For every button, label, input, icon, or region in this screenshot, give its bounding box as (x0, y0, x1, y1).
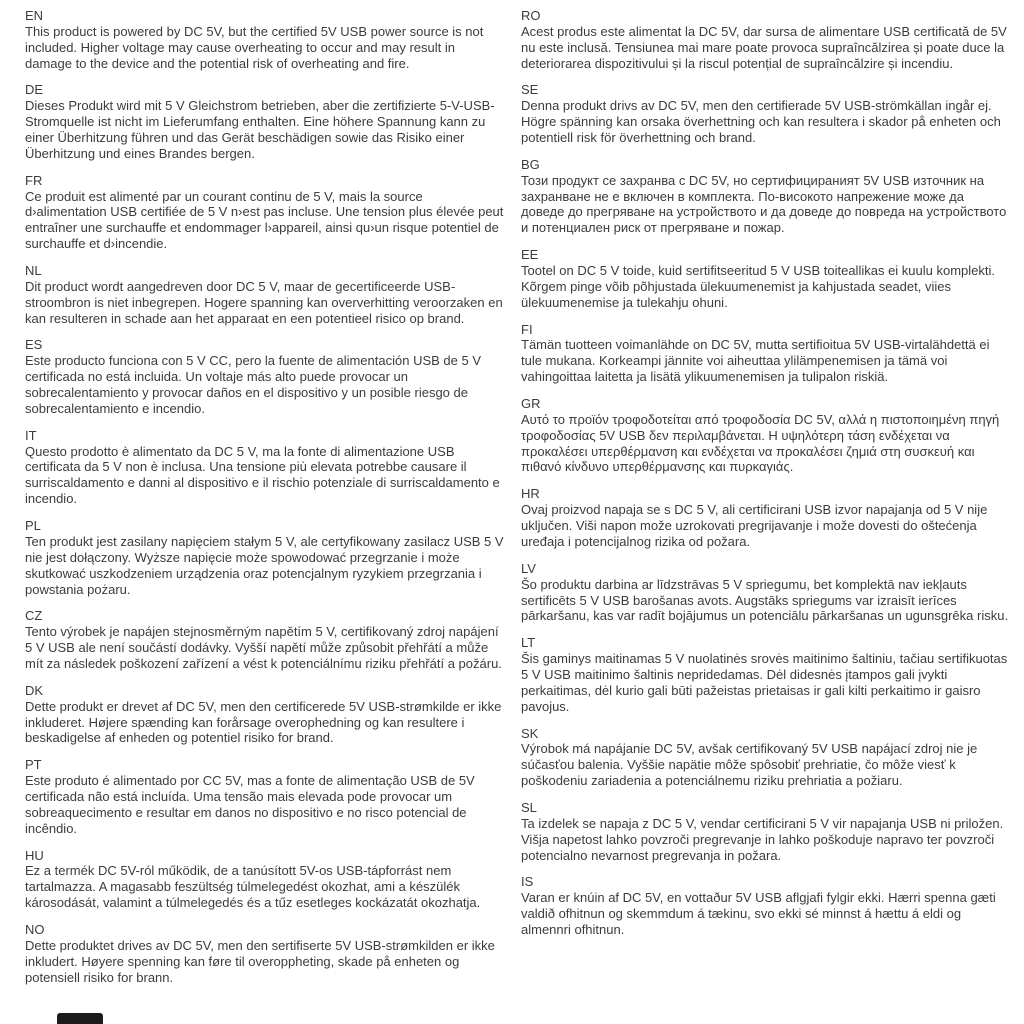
language-entry (521, 157, 1010, 236)
warning-text: Tämän tuotteen voimanlähde on DC 5V, mutta sertifioitua 5V USB-virtalähdettä ei tule mukana. Korkeampi jännite voi aiheuttaa ylilämpenemisen ja tämä voi vahingoittaa laitetta ja lisätä ylikuumenemisen ja tulipalon riskiä. (521, 337, 990, 385)
language-code: DK (25, 682, 44, 698)
column-left (25, 8, 505, 1024)
language-code: IS (521, 874, 534, 890)
language-code: LV (521, 560, 536, 576)
language-entry (521, 247, 1010, 310)
warning-text: Výrobok má napájanie DC 5V, avšak certifikovaný 5V USB napájací zdroj nie je súčasťou balenia. Vyššie napätie môže spôsobiť prehriatie, čo môže viesť k poškodeniu zariadenia a potenciálnemu riziku prehriatia a požiaru. (521, 741, 978, 789)
warning-text: Denna produkt drivs av DC 5V, men den certifierade 5V USB-strömkällan ingår ej. Högre spänning kan orsaka överhettning och kan resultera i skador på enheten och potentiell risk för överhettning och brand. (521, 98, 1001, 146)
language-entry (521, 8, 1010, 71)
language-code: HR (521, 486, 540, 502)
language-entry (25, 848, 505, 911)
language-code: FI (521, 321, 533, 337)
warning-text: Este produto é alimentado por CC 5V, mas a fonte de alimentação USB de 5V certificada não está incluída. Uma tensão mais elevada pode provocar um sobreaquecimento e resultar em danos no dispositivo e no risco potencial de incêndio. (25, 773, 475, 836)
language-entry (521, 726, 1010, 789)
language-code: IT (25, 427, 37, 443)
warning-text: Dieses Produkt wird mit 5 V Gleichstrom betrieben, aber die zertifizierte 5-V-USB-Stromquelle ist nicht im Lieferumfang enthalten. Eine höhere Spannung kann zu einer Überhitzung führen und das Gerät beschädigen sowie das Risiko einer Überhitzung und eines Brandes bergen. (25, 98, 495, 161)
language-entry (25, 337, 505, 416)
language-code: CZ (25, 608, 43, 624)
language-code: RO (521, 8, 541, 23)
language-code: FR (25, 172, 43, 188)
language-entry (25, 518, 505, 597)
language-entry (521, 322, 1010, 385)
warning-text: Ce produit est alimenté par un courant continu de 5 V, mais la source d›alimentation USB certifiée de 5 V n›est pas incluse. Une tension plus élevée peut entraîner une surchauffe et endommager l›appareil, ainsi qu›un risque potentiel de surchauffe et d›incendie. (25, 188, 504, 252)
language-entry (25, 82, 505, 161)
language-code: NL (25, 263, 42, 279)
warning-text: Tootel on DC 5 V toide, kuid sertifitseeritud 5 V USB toiteallikas ei kuulu komplekti. Kõrgem pinge võib põhjustada ülekuumenemist ja kahjustada seadet, viies ülekuumenemise ja tulekahju ohuni. (521, 263, 996, 310)
warning-text: Dit product wordt aangedreven door DC 5 V, maar de gecertificeerde USB-stroombron is niet inbegrepen. Hogere spanning kan oververhitting veroorzaken en kan resulteren in schade aan het apparaat en een potentieel risico op brand. (25, 278, 503, 326)
cropped-artifact (57, 1013, 103, 1024)
language-entry (25, 922, 505, 985)
warning-text: Tento výrobek je napájen stejnosměrným napětím 5 V, certifikovaný zdroj napájení 5 V USB ale není součástí dodávky. Vyšší napětí může způsobit přehřátí a může mít za následek poškození zařízení a vést k potenciálnímu riziku přehřátí a požáru. (25, 624, 502, 671)
warning-text: Dette produktet drives av DC 5V, men den sertifiserte 5V USB-strømkilden er ikke inkludert. Høyere spenning kan føre til overoppheting, skade på enheten og potensiell risiko for brann. (25, 937, 495, 985)
language-code: SE (521, 82, 539, 98)
language-code: ES (25, 337, 43, 353)
language-entry (521, 635, 1010, 714)
warning-text: Dette produkt er drevet af DC 5V, men den certificerede 5V USB-strømkilde er ikke inkluderet. Højere spænding kan forårsage overophedning og kan resultere i beskadigelse af enheden og potentiel risiko for brand. (25, 698, 502, 746)
language-entry (25, 173, 505, 252)
warning-text: Ovaj proizvod napaja se s DC 5 V, ali certificirani USB izvor napajanja od 5 V nije uključen. Viši napon može uzrokovati pregrijavanje i može dovesti do oštećenja uređaja i potencijalnog rizika od požara. (521, 502, 988, 549)
warning-text: Este producto funciona con 5 V CC, pero la fuente de alimentación USB de 5 V certificada no está incluida. Un voltaje más alto puede provocar un sobrecalentamiento y provocar daños en el dispositivo y un posible riesgo de sobrecalentamiento e incendio. (25, 353, 481, 416)
language-code: EN (25, 8, 44, 23)
warning-text: Questo prodotto è alimentato da DC 5 V, ma la fonte di alimentazione USB certificata da 5 V non è inclusa. Una tensione più elevata potrebbe causare il surriscaldamento e danni al dispositivo e il rischio potenziale di surriscaldamento e incendio. (25, 443, 500, 507)
warning-text: Varan er knúin af DC 5V, en vottaður 5V USB aflgjafi fylgir ekki. Hærri spenna gæti valdið ofhitnun og skemmdum á tækinu, svo ekki sé minnst á hættu á eldi og almennri ofhitnun. (521, 890, 996, 937)
language-code: BG (521, 156, 540, 172)
warning-text: Šis gaminys maitinamas 5 V nuolatinės srovės maitinimo šaltiniu, tačiau sertifikuotas 5 V USB maitinimo šaltinis nepridedamas. Dėl didesnės įtampos gali įvykti perkaitimas, dėl kurio gali būti pažeistas prietaisas ir gali kilti perkaitimo ir gaisro pavojus. (521, 651, 1008, 714)
language-entry (25, 608, 505, 671)
language-entry (521, 396, 1010, 475)
language-entry (25, 683, 505, 746)
warning-text: Ez a termék DC 5V-ról működik, de a tanúsított 5V-os USB-tápforrást nem tartalmazza. A magasabb feszültség túlmelegedést okozhat, ami a készülék károsodását, valamint a túlmelegedés és a tűz esetleges kockázatát okozhatja. (25, 863, 481, 911)
language-code: SL (521, 799, 537, 815)
language-code: NO (25, 921, 45, 937)
warning-text: Този продукт се захранва с DC 5V, но сертифицираният 5V USB източник на захранване не е включен в комплекта. По-високото напрежение може да доведе до прегряване на устройството и да доведе до повреда на устройството и потенциален риск от прегряване и пожар. (521, 172, 1007, 236)
warning-text: This product is powered by DC 5V, but the certified 5V USB power source is not included. Higher voltage may cause overheating to occur and may result in damage to the device and the potential risk of overheating and fire. (25, 23, 484, 71)
language-code: PL (25, 518, 41, 534)
language-entry (521, 874, 1010, 937)
language-code: EE (521, 247, 539, 263)
language-code: PT (25, 757, 42, 773)
language-entry (25, 8, 505, 71)
warning-text: Ten produkt jest zasilany napięciem stałym 5 V, ale certyfikowany zasilacz USB 5 V nie jest dołączony. Wyższe napięcie może spowodować przegrzanie i może skutkować uszkodzeniem urządzenia oraz potencjalnym ryzykiem przegrzania i powstania pożaru. (25, 533, 504, 597)
language-entry (25, 757, 505, 836)
language-code: LT (521, 635, 536, 651)
language-entry (521, 561, 1010, 624)
column-right (521, 8, 1010, 1024)
warning-text: Šo produktu darbina ar līdzstrāvas 5 V spriegumu, bet komplektā nav iekļauts sertificēts 5 V USB barošanas avots. Augstāks spriegums var izraisīt ierīces pārkaršanu, kas var radīt bojājumus un potenciālu pārkaršanas un ugunsgrēka risku. (521, 576, 1009, 624)
language-code: GR (521, 396, 541, 412)
language-code: SK (521, 725, 539, 741)
warning-text: Αυτό το προϊόν τροφοδοτείται από τροφοδοσία DC 5V, αλλά η πιστοποιημένη πηγή τροφοδοσίας 5V USB δεν περιλαμβάνεται. Η υψηλότερη τάση ενδέχεται να προκαλέσει υπερθέρμανση και ενδέχεται να προκαλέσει ζημιά στη συσκευή και πιθανό κίνδυνο υπερθέρμανσης και πυρκαγιάς. (521, 411, 1000, 475)
language-entry (25, 263, 505, 326)
language-entry (521, 800, 1010, 863)
warning-text: Acest produs este alimentat la DC 5V, dar sursa de alimentare USB certificată de 5V nu este inclusă. Tensiunea mai mare poate provoca supraîncălzirea și poate duce la deteriorarea dispozitivului și la riscul potențial de supraîncălzire și incendiu. (521, 23, 1007, 71)
language-code: HU (25, 847, 44, 863)
language-code: DE (25, 82, 44, 98)
language-entry (521, 82, 1010, 145)
warning-text: Ta izdelek se napaja z DC 5 V, vendar certificirani 5 V vir napajanja USB ni priložen. Višja napetost lahko povzroči pregrevanje in lahko poškoduje napravo ter povzroči potencialno nevarnost pregrevanja in požara. (521, 815, 1004, 863)
language-entry (521, 486, 1010, 549)
language-entry (25, 428, 505, 507)
